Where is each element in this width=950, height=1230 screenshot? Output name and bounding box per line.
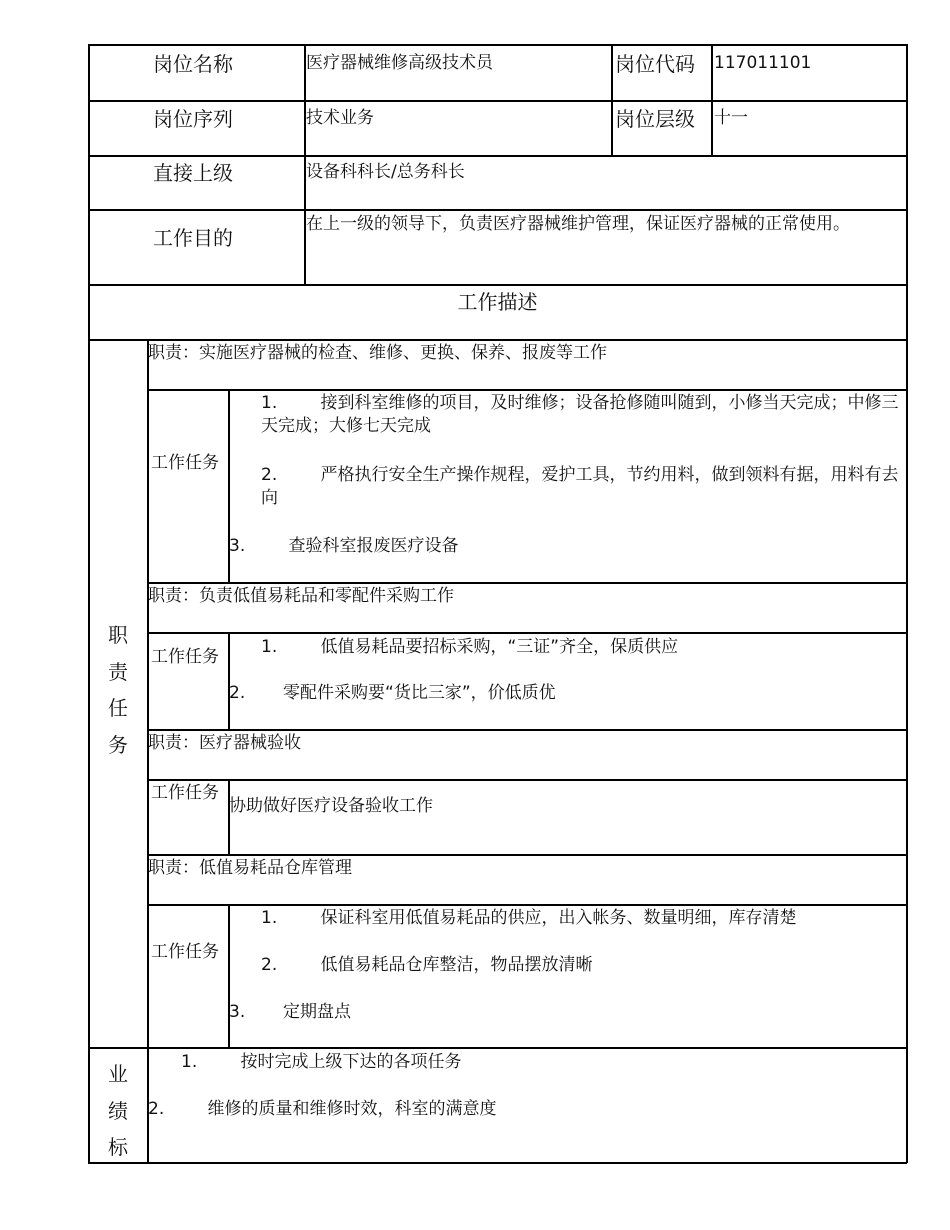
col-divider xyxy=(711,44,713,156)
task-item: 3. 定期盘点 xyxy=(229,1002,352,1022)
duty-title: 职责：低值易耗品仓库管理 xyxy=(148,858,352,878)
row-divider xyxy=(147,632,907,634)
row-divider xyxy=(88,1047,907,1049)
duties-label-char: 职 xyxy=(108,623,128,647)
performance-label xyxy=(89,1056,147,1166)
performance-label-char: 绩 xyxy=(108,1098,128,1123)
task-item: 1. 保证科室用低值易耗品的供应，出入帐务、数量明细，库存清楚 xyxy=(261,908,797,928)
duties-label-char: 责 xyxy=(108,659,128,684)
post-series-value: 技术业务 xyxy=(306,108,374,128)
table-border-bottom xyxy=(88,1162,907,1164)
performance-item: 2. 维修的质量和维修时效，科室的满意度 xyxy=(148,1099,497,1119)
duties-label-char: 任 xyxy=(108,696,128,720)
row-divider xyxy=(88,100,907,102)
table-border-left xyxy=(88,44,90,1163)
row-divider xyxy=(147,854,907,856)
task-item: 2. 严格执行安全生产操作规程，爱护工具，节约用料，做到领料有据，用料有去向 xyxy=(261,465,899,508)
row-divider xyxy=(88,284,907,286)
row-divider xyxy=(147,779,907,781)
post-name-label: 岗位名称 xyxy=(153,52,233,76)
duties-label xyxy=(89,617,147,763)
post-level-label: 岗位层级 xyxy=(615,107,695,131)
section-title: 工作描述 xyxy=(457,290,538,314)
task-label: 工作任务 xyxy=(151,453,219,473)
post-code-value: 117011101 xyxy=(714,53,812,73)
table-border-right xyxy=(906,44,908,1163)
task-item: 1. 低值易耗品要招标采购，“三证”齐全，保质供应 xyxy=(261,637,679,657)
row-divider xyxy=(88,155,907,157)
duty-title: 职责：医疗器械验收 xyxy=(148,733,301,753)
post-name-value: 医疗器械维修高级技术员 xyxy=(306,53,493,73)
post-series-label: 岗位序列 xyxy=(153,107,233,131)
row-divider xyxy=(147,389,907,391)
post-level-value: 十一 xyxy=(714,108,748,128)
task-item: 2. 零配件采购要“货比三家”，价低质优 xyxy=(229,683,556,703)
task-label: 工作任务 xyxy=(151,783,219,803)
performance-item: 1. 按时完成上级下达的各项任务 xyxy=(181,1052,462,1072)
row-divider xyxy=(88,209,907,211)
table-border-top xyxy=(88,44,907,46)
duty-title: 职责：实施医疗器械的检查、维修、更换、保养、报废等工作 xyxy=(148,343,607,363)
row-divider xyxy=(147,729,907,731)
task-item: 3. 查验科室报废医疗设备 xyxy=(229,536,459,556)
task-item: 协助做好医疗设备验收工作 xyxy=(229,796,433,816)
task-item: 1. 接到科室维修的项目，及时维修；设备抢修随叫随到，小修当天完成；中修三天完成；大修七天完成 xyxy=(261,393,899,436)
supervisor-value: 设备科科长/总务科长 xyxy=(306,162,465,182)
task-label: 工作任务 xyxy=(151,647,219,667)
row-divider xyxy=(147,582,907,584)
col-divider xyxy=(228,632,230,730)
purpose-label: 工作目的 xyxy=(153,226,233,250)
post-code-label: 岗位代码 xyxy=(615,52,695,76)
task-item: 2. 低值易耗品仓库整洁，物品摆放清晰 xyxy=(261,955,593,975)
col-divider xyxy=(228,904,230,1048)
row-divider xyxy=(147,904,907,906)
row-divider xyxy=(88,339,907,341)
performance-label-char: 标 xyxy=(108,1135,128,1159)
performance-label-char: 业 xyxy=(108,1062,128,1086)
supervisor-label: 直接上级 xyxy=(153,161,233,185)
col-divider xyxy=(611,44,613,156)
duty-title: 职责：负责低值易耗品和零配件采购工作 xyxy=(148,586,454,606)
duties-label-char: 务 xyxy=(108,732,128,757)
task-label: 工作任务 xyxy=(151,942,219,962)
purpose-value: 在上一级的领导下，负责医疗器械维护管理，保证医疗器械的正常使用。 xyxy=(306,214,850,234)
